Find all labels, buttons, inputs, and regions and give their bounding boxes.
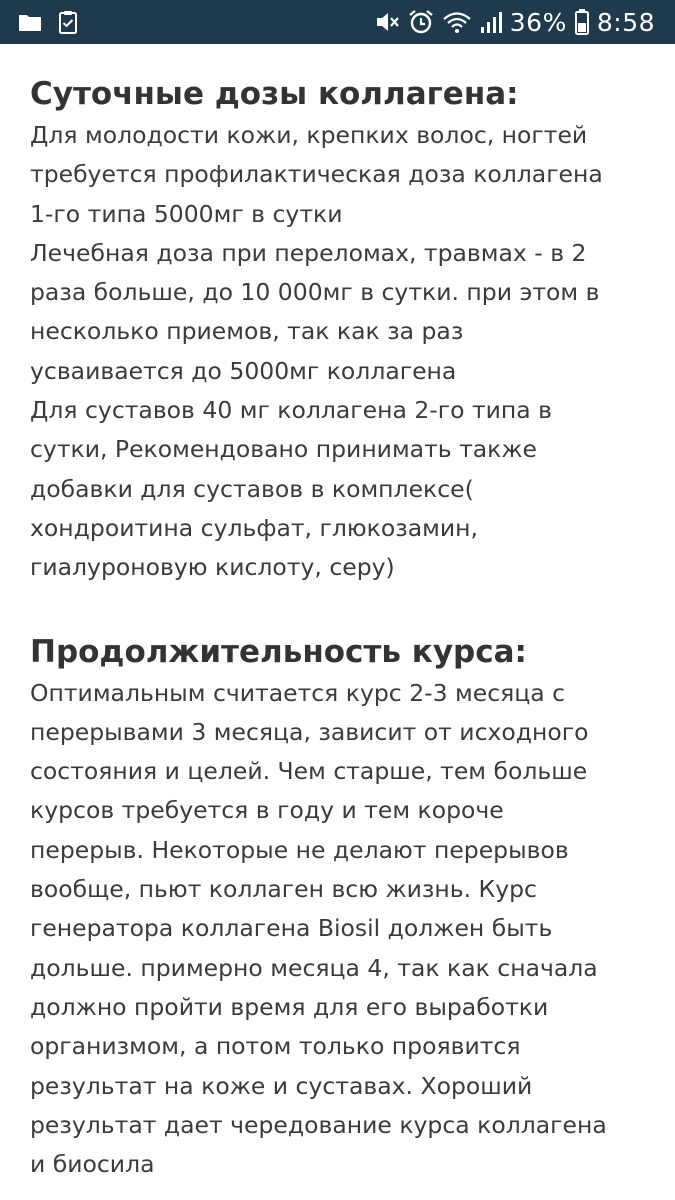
text-line: перерыв. Некоторые не делают перерывов [30,835,569,864]
text-line: курсов требуется в году и тем короче [30,796,504,825]
text-line: дольше. примерно месяца 4, так как сначала [30,953,598,982]
text-line: усваивается до 5000мг коллагена [30,356,457,385]
section-body [30,674,650,1185]
text-line: вообще, пьют коллаген всю жизнь. Курс [30,875,537,904]
clock: 8:58 [596,7,655,37]
status-bar-left [18,0,78,44]
text-line: 1-го типа 5000мг в сутки [30,199,343,228]
section-body [30,116,650,588]
text-line: добавки для суставов в комплексе( [30,474,474,503]
status-bar-right [374,0,655,44]
folder-icon [18,12,42,32]
text-line: требуется профилактическая доза коллагена [30,160,603,189]
text-line: должно пройти время для его выработки [30,992,549,1021]
text-line: хондроитина сульфат, глюкозамин, [30,513,478,542]
status-bar [0,0,675,44]
mute-icon [374,10,400,34]
text-line: перерывами 3 месяца, зависит от исходного [30,717,589,746]
wifi-icon [442,10,472,34]
text-line: гиалуроновую кислоту, серу) [30,553,395,582]
daily-doses-section [30,72,650,588]
battery-percentage: 36% [509,7,567,37]
battery-icon [575,9,589,35]
text-line: сутки, Рекомендовано принимать также [30,435,538,464]
text-line: Оптимальным считается курс 2-3 месяца с [30,678,566,707]
article-content [30,72,650,1184]
section-heading: Продолжительность курса: [30,633,527,670]
text-line: раза больше, до 10 000мг в сутки. при этом в [30,278,600,307]
course-duration-section [30,630,650,1185]
text-line: Лечебная доза при переломах, травмах - в 2 [30,238,587,267]
text-line: Для суставов 40 мг коллагена 2-го типа в [30,396,553,425]
text-line: генератора коллагена Biosil должен быть [30,914,553,943]
signal-icon [480,10,502,34]
text-line: состояния и целей. Чем старше, тем больше [30,757,588,786]
alarm-icon [408,9,434,35]
section-heading: Суточные дозы коллагена: [30,76,519,112]
text-line: несколько приемов, так как за раз [30,317,464,346]
text-line: организмом, а потом только проявится [30,1032,521,1061]
text-line: и биосила [30,1150,155,1179]
text-line: Для молодости кожи, крепких волос, ногтей [30,121,588,149]
text-line: результат дает чередование курса коллагена [30,1110,607,1139]
text-line: результат на коже и суставах. Хороший [30,1071,533,1100]
clipboard-check-icon [58,10,78,34]
